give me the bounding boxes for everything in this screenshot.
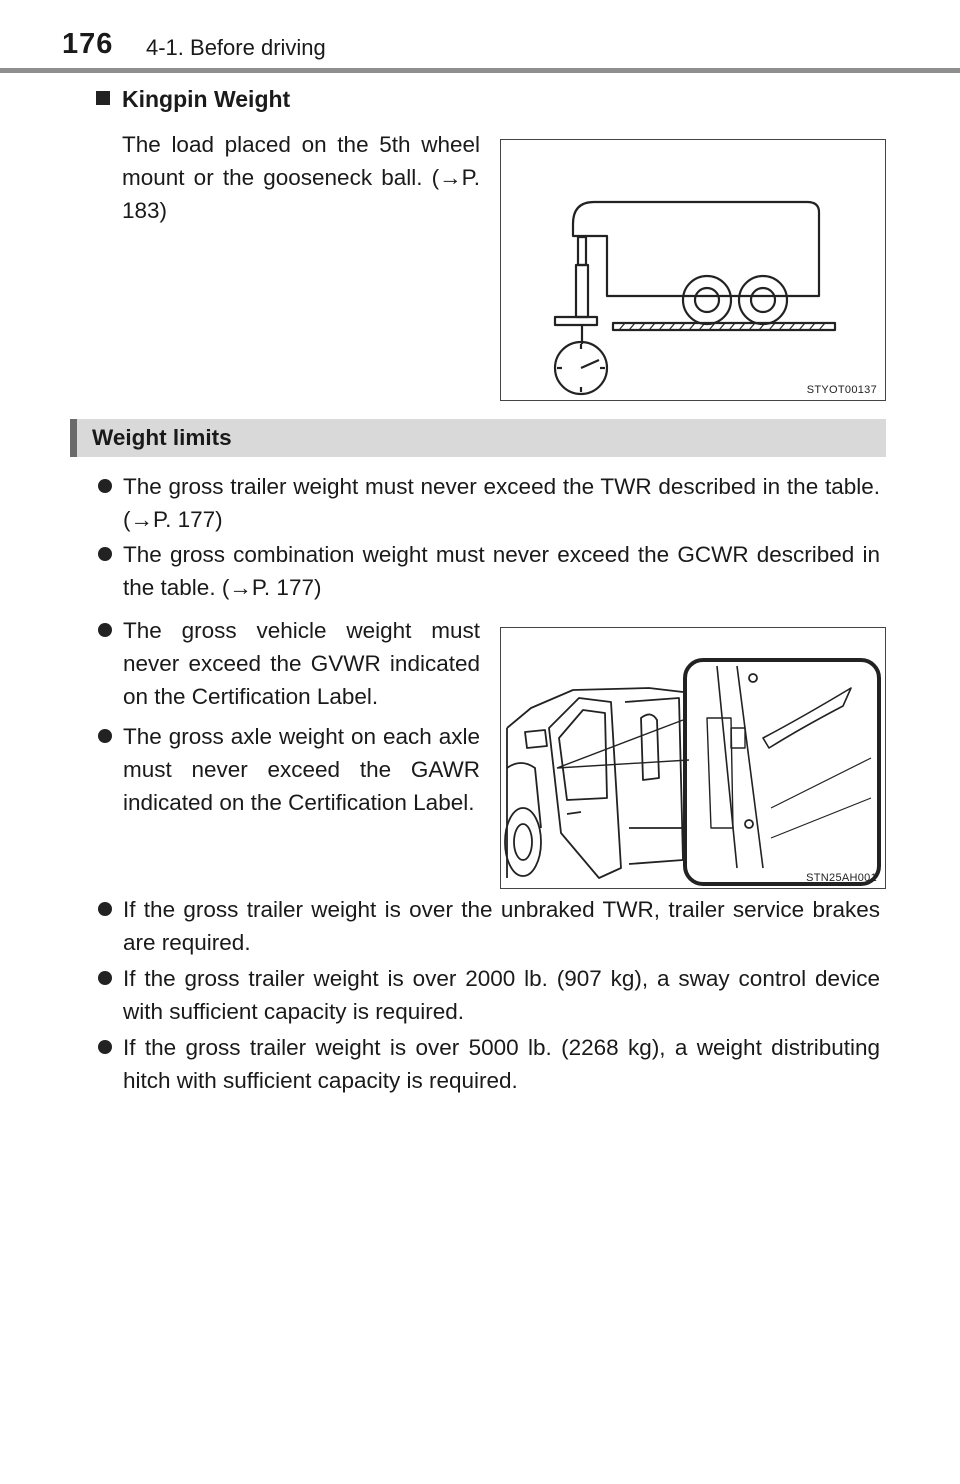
trailer-scale-illustration — [501, 140, 885, 400]
door-label-illustration — [501, 628, 885, 888]
square-marker-icon — [96, 91, 110, 105]
list-item-text: The gross axle weight on each axle must never exceed the GAWR indicated on the Certification Label. — [123, 724, 480, 815]
kingpin-heading — [96, 86, 290, 113]
list-item — [98, 538, 880, 604]
filled-circle-bullet-icon — [98, 547, 112, 561]
list-item — [98, 962, 880, 1028]
filled-circle-bullet-icon — [98, 479, 112, 493]
list-item-text: If the gross trailer weight is over 2000 lb. (907 kg), a sway control device with sufficient capacity is required. — [123, 966, 880, 1024]
filled-circle-bullet-icon — [98, 902, 112, 916]
list-item — [98, 893, 880, 959]
list-item — [98, 470, 880, 536]
kingpin-description: The load placed on the 5th wheel mount or the gooseneck ball. (→P. 183) — [122, 132, 480, 223]
page-header — [0, 0, 960, 76]
kingpin-figure — [500, 139, 886, 401]
filled-circle-bullet-icon — [98, 623, 112, 637]
filled-circle-bullet-icon — [98, 1040, 112, 1054]
filled-circle-bullet-icon — [98, 971, 112, 985]
chapter-title: 4-1. Before driving — [146, 35, 326, 60]
figure-code: STN25AH001 — [806, 872, 877, 884]
header-divider — [0, 68, 960, 73]
filled-circle-bullet-icon — [98, 729, 112, 743]
figure-code: STYOT00137 — [806, 384, 877, 396]
list-item — [98, 1031, 880, 1097]
list-item — [98, 720, 480, 819]
section-accent — [70, 419, 77, 457]
list-item-text: If the gross trailer weight is over the unbraked TWR, trailer service brakes are required. — [123, 897, 880, 955]
kingpin-heading-label: Kingpin Weight — [122, 86, 291, 112]
list-item — [98, 614, 480, 713]
page-number: 176 — [62, 28, 114, 60]
list-item-text: The gross vehicle weight must never exceed the GVWR indicated on the Certification Label. — [123, 618, 480, 709]
list-item-text: If the gross trailer weight is over 5000 lb. (2268 kg), a weight distributing hitch with sufficient capacity is required. — [123, 1035, 880, 1093]
section-title: Weight limits — [92, 425, 232, 450]
section-header — [70, 419, 886, 457]
certification-label-figure — [500, 627, 886, 889]
list-item-text: The gross combination weight must never exceed the GCWR described in the table. (→P. 177) — [123, 542, 880, 600]
list-item-text: The gross trailer weight must never exceed the TWR described in the table. (→P. 177) — [123, 474, 880, 532]
